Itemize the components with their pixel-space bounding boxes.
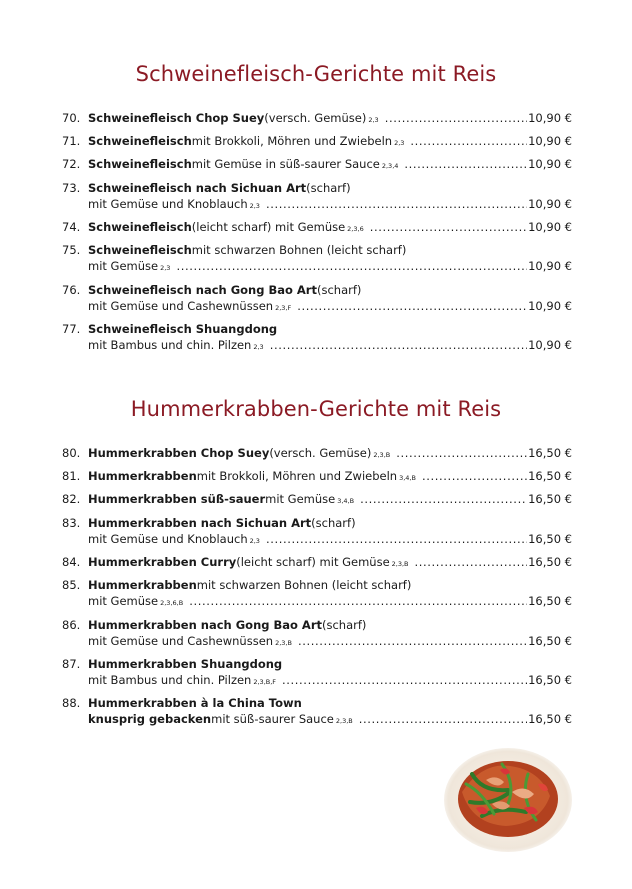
item-price: 10,90 € (528, 134, 572, 148)
leader-dots (270, 337, 527, 353)
item-number: 75. (62, 243, 81, 257)
item-number: 74. (62, 220, 81, 234)
item-number: 71. (62, 134, 81, 148)
item-name: Schweinefleisch (88, 157, 192, 171)
item-desc: mit süß-saurer Sauce (211, 712, 334, 726)
leader-dots (404, 156, 527, 172)
item-number: 83. (62, 516, 81, 530)
allergen-codes: 2,3,6,B (160, 599, 184, 607)
item-price: 16,50 € (528, 712, 572, 726)
item-desc: mit Gemüse (265, 492, 336, 506)
item-number: 77. (62, 322, 81, 336)
leader-dots (415, 554, 528, 570)
item-desc: mit Brokkoli, Möhren und Zwiebeln (196, 469, 398, 483)
allergen-codes: 2,3,B,F (253, 678, 277, 686)
item-price: 10,90 € (528, 157, 572, 171)
allergen-codes: 2,3,B (373, 451, 391, 459)
item-number: 80. (62, 446, 81, 460)
allergen-codes: 2,3,B (335, 717, 353, 725)
allergen-codes: 2,3 (160, 264, 171, 272)
item-desc: mit Bambus und chin. Pilzen (88, 673, 252, 687)
leader-dots (297, 298, 527, 314)
item-name: Hummerkrabben Curry (88, 555, 237, 569)
item-desc: (versch. Gemüse) (269, 446, 372, 460)
item-price: 16,50 € (528, 446, 572, 460)
allergen-codes: 3,4,B (337, 497, 355, 505)
allergen-codes: 2,3 (368, 116, 379, 124)
item-price: 10,90 € (528, 259, 572, 273)
item-desc: mit schwarzen Bohnen (leicht scharf) (196, 578, 412, 592)
item-desc: (scharf) (322, 618, 367, 632)
item-price: 16,50 € (528, 469, 572, 483)
leader-dots (189, 593, 527, 609)
item-price: 16,50 € (528, 555, 572, 569)
leader-dots (298, 633, 527, 649)
item-number: 87. (62, 657, 81, 671)
allergen-codes: 2,3 (394, 139, 405, 147)
section-title: Hummerkrabben-Gerichte mit Reis (130, 397, 502, 421)
item-number: 81. (62, 469, 81, 483)
item-name: Hummerkrabben Chop Suey (88, 446, 270, 460)
item-name: Hummerkrabben süß-sauer (88, 492, 266, 506)
item-desc: mit Gemüse (88, 259, 159, 273)
item-name: knusprig gebacken (88, 712, 212, 726)
item-name: Schweinefleisch Shuangdong (88, 322, 278, 336)
item-desc: (scharf) (311, 516, 356, 530)
section-hummerkrabben (0, 397, 632, 421)
item-price: 16,50 € (528, 594, 572, 608)
item-desc: mit Gemüse und Knoblauch (88, 532, 248, 546)
item-desc: (scharf) (316, 283, 362, 297)
item-price: 10,90 € (528, 299, 572, 313)
item-name: Schweinefleisch (88, 220, 192, 234)
allergen-codes: 2,3 (249, 202, 260, 210)
allergen-codes: 3,4,B (399, 474, 416, 482)
allergen-codes: 2,3 (249, 537, 260, 545)
item-desc: mit Gemüse in süß-saurer Sauce (191, 157, 380, 171)
item-number: 76. (62, 283, 81, 297)
leader-dots (396, 445, 527, 461)
item-number: 88. (62, 696, 81, 710)
item-name: Hummerkrabben nach Gong Bao Art (88, 618, 322, 632)
item-desc: (leicht scharf) mit Gemüse (191, 220, 346, 234)
item-name: Schweinefleisch nach Sichuan Art (88, 181, 307, 195)
item-number: 73. (62, 181, 81, 195)
item-price: 16,50 € (528, 634, 572, 648)
item-desc: mit Brokkoli, Möhren und Zwiebeln (191, 134, 393, 148)
allergen-codes: 2,3,F (275, 304, 292, 312)
item-desc: mit Bambus und chin. Pilzen (88, 338, 252, 352)
item-desc: (versch. Gemüse) (264, 111, 367, 125)
item-price: 10,90 € (528, 338, 572, 352)
leader-dots (360, 491, 527, 507)
item-desc: mit Gemüse und Knoblauch (88, 197, 248, 211)
leader-dots (385, 110, 527, 126)
item-desc: mit Gemüse und Cashewnüssen (88, 299, 274, 313)
item-desc: (scharf) (306, 181, 351, 195)
item-name: Schweinefleisch Chop Suey (88, 111, 265, 125)
allergen-codes: 2,3,6 (347, 225, 364, 233)
item-name: Hummerkrabben (88, 578, 197, 592)
item-name: Hummerkrabben nach Sichuan Art (88, 516, 312, 530)
item-desc: mit Gemüse (88, 594, 159, 608)
allergen-codes: 2,3 (253, 343, 264, 351)
item-number: 86. (62, 618, 81, 632)
leader-dots (282, 672, 527, 688)
item-number: 84. (62, 555, 81, 569)
item-price: 10,90 € (528, 111, 572, 125)
section-title: Schweinefleisch-Gerichte mit Reis (135, 62, 497, 86)
leader-dots (422, 468, 527, 484)
item-name: Hummerkrabben (88, 469, 197, 483)
item-name: Hummerkrabben Shuangdong (88, 657, 283, 671)
item-number: 70. (62, 111, 81, 125)
item-name: Schweinefleisch nach Gong Bao Art (88, 283, 317, 297)
allergen-codes: 2,3,B (391, 560, 409, 568)
item-price: 10,90 € (528, 220, 572, 234)
leader-dots (266, 531, 527, 547)
item-number: 72. (62, 157, 81, 171)
leader-dots (359, 711, 527, 727)
item-price: 16,50 € (528, 492, 572, 506)
leader-dots (410, 133, 527, 149)
leader-dots (176, 258, 527, 274)
allergen-codes: 2,3,B (275, 639, 292, 647)
item-number: 82. (62, 492, 81, 506)
item-desc: (leicht scharf) mit Gemüse (236, 555, 390, 569)
food-pile (458, 761, 558, 837)
section-schweinefleisch (0, 62, 632, 86)
item-price: 10,90 € (528, 197, 572, 211)
leader-dots (370, 219, 527, 235)
leader-dots (266, 196, 527, 212)
item-name: Schweinefleisch (88, 243, 192, 257)
item-name: Hummerkrabben à la China Town (88, 696, 302, 710)
allergen-codes: 2,3,4 (381, 162, 399, 170)
item-number: 85. (62, 578, 81, 592)
item-desc: mit Gemüse und Cashewnüssen (88, 634, 274, 648)
dish-photo (442, 744, 574, 854)
item-price: 16,50 € (528, 673, 572, 687)
item-name: Schweinefleisch (88, 134, 192, 148)
item-price: 16,50 € (528, 532, 572, 546)
item-desc: mit schwarzen Bohnen (leicht scharf) (191, 243, 407, 257)
